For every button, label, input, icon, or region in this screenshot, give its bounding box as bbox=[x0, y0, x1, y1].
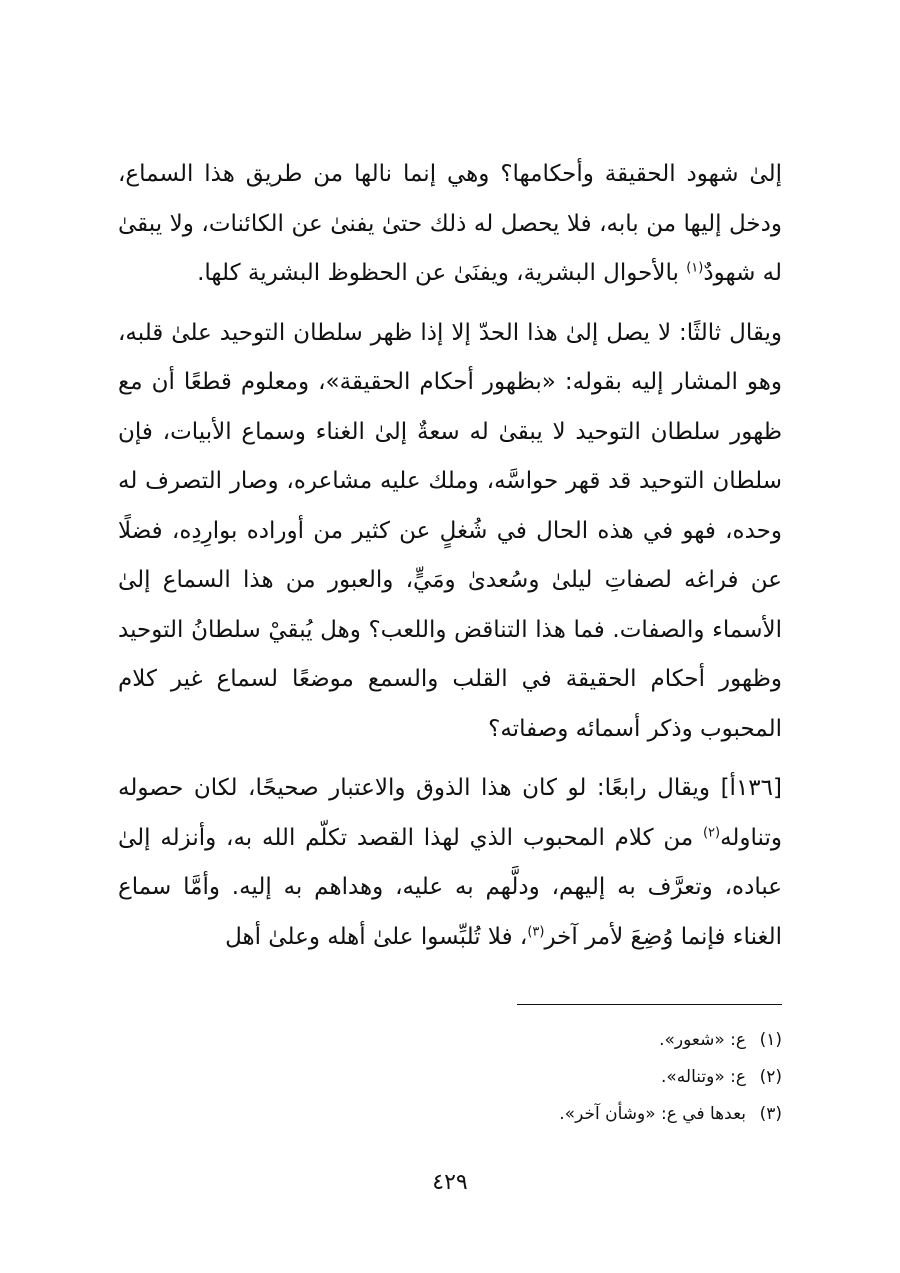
footnote-number: (٢) bbox=[759, 1067, 782, 1087]
footnote-reference: (٣) bbox=[527, 923, 545, 939]
main-text bbox=[118, 150, 782, 962]
footnote-text: ع: «وتناله». bbox=[660, 1067, 746, 1087]
manuscript-folio-marker: [١٣٦أ] bbox=[720, 775, 782, 801]
text-run: إلىٰ شهود الحقيقة وأحكامها؟ وهي إنما نالها من طريق هذا السماع، ودخل إليها من بابه، فلا يحصل له ذلك حتىٰ يفنىٰ عن الكائنات، ولا يبقىٰ له شهودٌ bbox=[118, 161, 782, 286]
footnote-divider bbox=[517, 1004, 782, 1005]
paragraph bbox=[118, 764, 782, 962]
paragraph bbox=[118, 150, 782, 299]
footnote bbox=[282, 1059, 782, 1096]
footnote-number: (٣) bbox=[759, 1104, 782, 1124]
footnote-reference: (٢) bbox=[702, 824, 721, 840]
text-run: بالأحوال البشرية، ويفنَىٰ عن الحظوظ البشرية كلها. bbox=[197, 260, 687, 286]
text-run: من كلام المحبوب الذي لهذا القصد تكلّم الله به، وأنزله إلىٰ عباده، وتعرَّف به إليهم، ودلَّهم به عليه، وهداهم به إليه. وأمَّا سماع الغناء فإنما وُضِعَ لأمر آخر bbox=[118, 824, 782, 950]
text-run: ويقال رابعًا: لو كان هذا الذوق والاعتبار صحيحًا، لكان حصوله وتناوله bbox=[118, 775, 782, 851]
footnote-reference: (١) bbox=[686, 260, 704, 276]
footnote bbox=[282, 1022, 782, 1059]
text-run: ويقال ثالثًا: لا يصل إلىٰ هذا الحدّ إلا إذا ظهر سلطان التوحيد علىٰ قلبه، وهو المشار إليه بقوله: «بظهور أحكام الحقيقة»، ومعلوم قطعًا أن مع ظهور سلطان التوحيد لا يبقىٰ له سعةٌ إلىٰ الغناء وسماع الأبيات، فإن سلطان التوحيد قد قهر حواسَّه، وملك عليه مشاعره، وصار التصرف له وحده، فهو في هذه الحال في شُغلٍ عن كثير من أوراده بوارِدِه، فضلًا عن فراغه لصفاتِ ليلىٰ وسُعدىٰ ومَيٍّ، والعبور من هذا السماع إلىٰ الأسماء والصفات. فما هذا التناقض واللعب؟ وهل يُبقيْ سلطانُ التوحيد وظهور أحكام الحقيقة في القلب والسمع موضعًا لسماع غير كلام المحبوب وذكر أسمائه وصفاته؟ bbox=[118, 319, 782, 742]
page-number: ٤٢٩ bbox=[432, 1170, 468, 1195]
footnotes bbox=[282, 1022, 782, 1133]
footnote-number: (١) bbox=[759, 1030, 782, 1050]
footnote bbox=[282, 1096, 782, 1133]
footnote-text: ع: «شعور». bbox=[659, 1030, 746, 1050]
paragraph bbox=[118, 309, 782, 755]
footnote-text: بعدها في ع: «وشأن آخر». bbox=[559, 1104, 746, 1124]
text-run: ، فلا تُلبِّسوا علىٰ أهله وعلىٰ أهل bbox=[225, 923, 528, 950]
